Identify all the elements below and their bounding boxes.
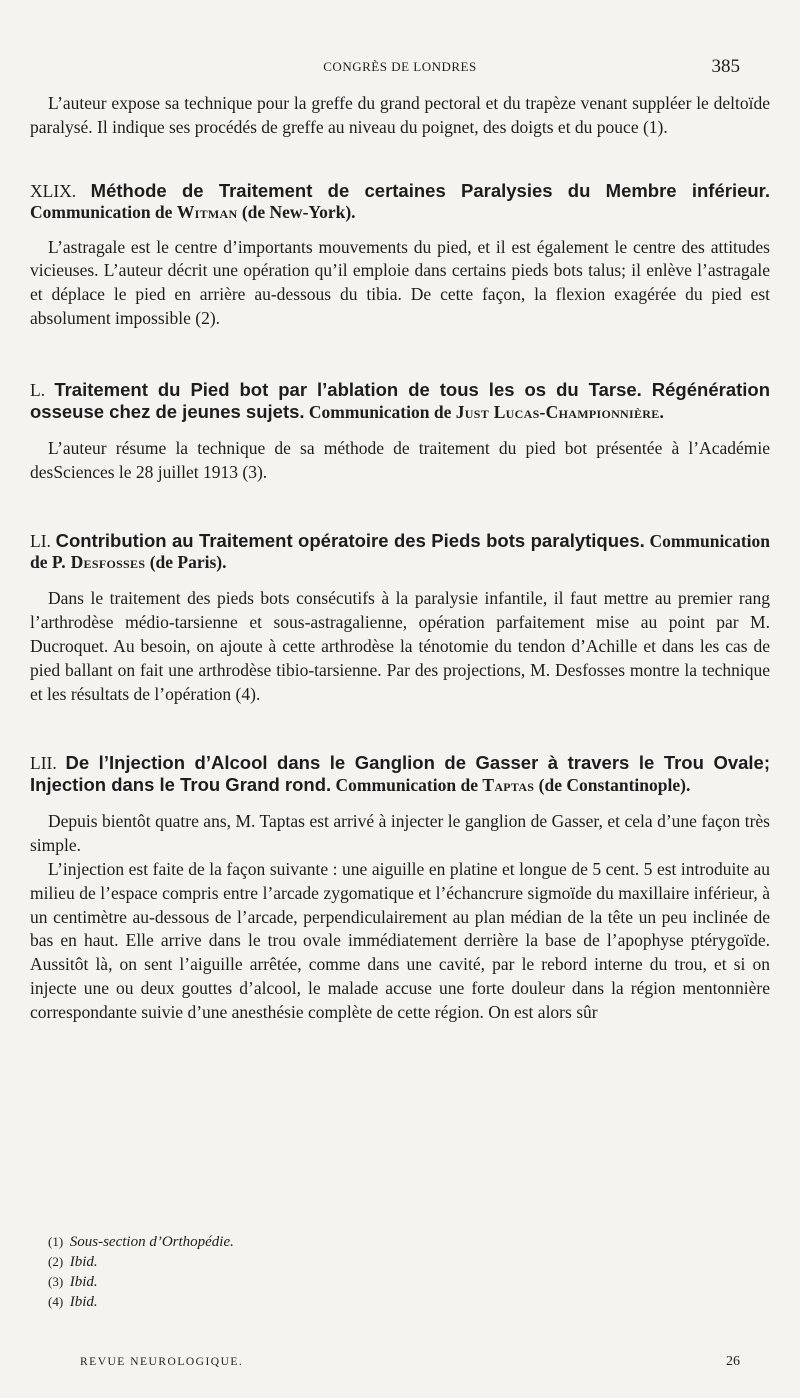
section-place: (de Paris). xyxy=(149,552,227,573)
signature-mark: 26 xyxy=(726,1354,740,1369)
communication-label: Communication de xyxy=(308,401,452,422)
section-author: Witman xyxy=(176,201,238,222)
section-heading xyxy=(30,180,770,223)
intro-paragraph: L’auteur expose sa technique pour la greffe du grand pectoral et du trapèze venant suppléer le deltoïde paralysé. Il indique ses procédés de greffe au niveau du poignet, des doigts et du pouce (1). xyxy=(30,93,770,137)
section-li xyxy=(30,530,770,706)
section-number: LI. xyxy=(30,531,51,552)
section-paragraph: L’auteur résume la technique de sa méthode de traitement du pied bot présentée à l’Académie desSciences le 28 juillet 1913 (3). xyxy=(30,437,770,482)
section-paragraph: Dans le traitement des pieds bots consécutifs à la paralysie infantile, il faut mettre au premier rang l’arthrodèse médio-tarsienne et sous-astragalienne, opération parfaitement mise au point par M. Ducroquet. Au besoin, on ajoute à cette arthrodèse la ténotomie du tendon d’Achille et dans les cas de pied ballant on fait une arthrodèse tibio-tarsienne. Par des projections, M. Desfosses montre la technique et les résultats de l’opération (4). xyxy=(30,588,770,704)
section-author: Taptas xyxy=(482,775,535,796)
section-paragraph: Depuis bientôt quatre ans, M. Taptas est arrivé à injecter le ganglion de Gasser, et cela d’une façon très simple. xyxy=(30,811,770,856)
footnote xyxy=(48,1292,548,1312)
footnote xyxy=(48,1232,548,1252)
section-heading xyxy=(30,530,770,573)
section-title: Méthode de Traitement de certaines Paralysies du Membre inférieur. xyxy=(90,179,770,201)
running-head: CONGRÈS DE LONDRES xyxy=(323,59,477,74)
footnote-text: Ibid. xyxy=(69,1294,98,1310)
communication-label: Communication de xyxy=(335,775,478,796)
section-author: P. Desfosses xyxy=(51,552,146,573)
section-title: Contribution au Traitement opératoire des Pieds bots paralytiques. xyxy=(55,530,645,552)
section-place: (de New-York). xyxy=(241,201,356,222)
section-xlix xyxy=(30,180,770,331)
journal-name: REVUE NEUROLOGIQUE. xyxy=(80,1356,244,1368)
section-lii xyxy=(30,752,770,1024)
footnote-mark: (3) xyxy=(48,1274,64,1289)
page-footer xyxy=(80,1354,740,1374)
footnote xyxy=(48,1252,548,1272)
section-number: L. xyxy=(30,379,46,400)
footnote-text: Sous-section d’Orthopédie. xyxy=(69,1234,234,1250)
page-header xyxy=(60,56,740,80)
section-number: XLIX. xyxy=(30,180,77,201)
section-heading xyxy=(30,379,770,423)
footnote-mark: (1) xyxy=(48,1234,64,1249)
section-number: LII. xyxy=(30,753,57,774)
section-place: (de Constantinople). xyxy=(538,775,691,796)
footnote xyxy=(48,1272,548,1292)
section-paragraph: L’injection est faite de la façon suivante : une aiguille en platine et longue de 5 cent. 5 est introduite au milieu de l’espace compris entre l’arcade zygomatique et l’échancrure sigmoïde du maxillaire inférieur, à un centimètre au-dessous de l’arcade, perpendiculairement au plan médian de la tête un peu inclinée de bas en haut. Elle arrive dans le trou ovale immédiatement derrière la base de l’apophyse ptérygoïde. Aussitôt là, on sent l’aiguille arrêtée, comme dans une cavité, par le rebord interne du trou, et si on injecte une ou deux gouttes d’alcool, le malade accuse une forte douleur dans la région mentonnière correspondante suivie d’une anesthésie complète de cette région. On est alors sûr xyxy=(30,858,770,1022)
footnotes xyxy=(48,1232,548,1312)
footnote-mark: (4) xyxy=(48,1294,64,1309)
section-paragraph: L’astragale est le centre d’importants mouvements du pied, et il est également le centre des attitudes vicieuses. L’auteur décrit une opération qu’il emploie dans certains pieds bots talus; il enlève l’astragale et déplace le pied en arrière au-dessous du tibia. De cette façon, la flexion exagérée du pied est absolument impossible (2). xyxy=(30,236,770,328)
section-l xyxy=(30,379,770,485)
page-number: 385 xyxy=(711,56,740,77)
communication-label: Communication de xyxy=(30,531,770,573)
section-title: De l’Injection d’Alcool dans le Ganglion de Gasser à travers le Trou Ovale; Injection dans le Trou Grand rond. xyxy=(30,752,770,796)
footnote-text: Ibid. xyxy=(69,1254,98,1270)
section-author: Just Lucas-Championnière. xyxy=(455,401,665,422)
footnote-mark: (2) xyxy=(48,1254,64,1269)
page-body xyxy=(30,92,770,1025)
section-heading xyxy=(30,752,770,796)
communication-label: Communication de xyxy=(30,201,173,222)
section-title: Traitement du Pied bot par l’ablation de tous les os du Tarse. Régénération osseuse chez de jeunes sujets. xyxy=(30,378,771,422)
footnote-text: Ibid. xyxy=(69,1274,98,1290)
